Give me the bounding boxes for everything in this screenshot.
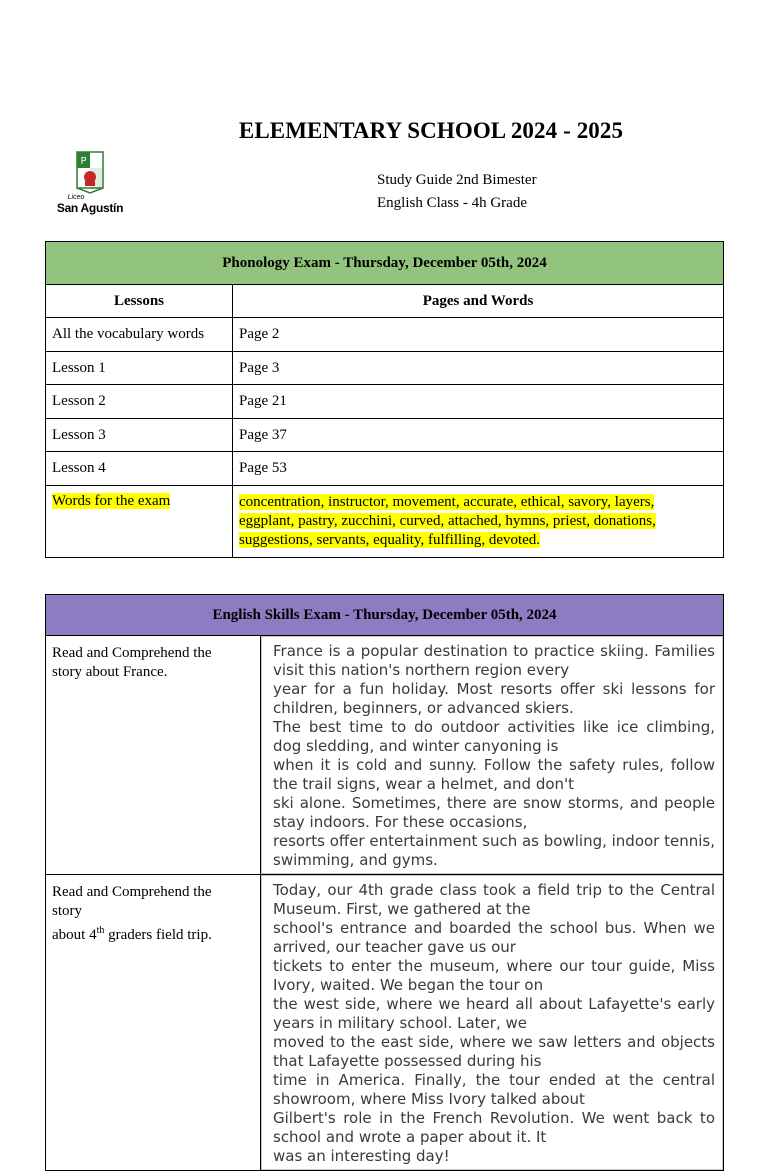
words-line: eggplant, pastry, zucchini, curved, attached, hymns, priest, donations,: [239, 513, 656, 529]
phonology-table: [45, 241, 724, 558]
table-row: [46, 419, 724, 452]
lesson-cell: Lesson 4: [46, 452, 233, 486]
story-text-field-trip: Today, our 4th grade class took a field trip to the Central Museum. First, we gathered at the school's entrance and boarded the school bus. When we arrived, our teacher gave us our tickets to enter the museum, where our tour guide, Miss Ivory, waited. We began the tour on the west side, where we heard all about Lafayette's early years in military school. Later, we moved to the east side, where we saw letters and objects that Lafayette possessed during his time in America. Finally, the tour ended at the central showroom, where Miss Ivory talked about Gilbert's role in the French Revolution. We went back to school and wrote a paper about it. It was an interesting day!: [261, 875, 724, 1171]
crest-icon: [54, 150, 126, 194]
lesson-cell: Lesson 2: [46, 385, 233, 419]
table-row: [46, 452, 724, 486]
subtitle-study-guide: Study Guide 2nd Bimester: [377, 172, 537, 188]
logo-name: San Agustín: [56, 201, 124, 215]
pages-cell: Page 37: [233, 419, 724, 452]
skills-table: [45, 594, 724, 1171]
words-row: [46, 486, 724, 558]
story-text-france: France is a popular destination to practice skiing. Families visit this nation's northern region every year for a fun holiday. Most resorts offer ski lessons for children, beginners, or advanced skiers. The best time to do outdoor activities like ice climbing, dog sledding, and winter canyoning is when it is cold and sunny. Follow the safety rules, follow the trail signs, wear a helmet, and don't ski alone. Sometimes, there are snow storms, and people stay indoors. For these occasions, resorts offer entertainment such as bowling, indoor tennis, swimming, and gyms.: [261, 636, 724, 875]
column-header-pages: Pages and Words: [233, 285, 724, 318]
story-label-france: Read and Comprehend the story about France.: [46, 636, 261, 875]
page-title: ELEMENTARY SCHOOL 2024 - 2025: [238, 118, 624, 143]
story-label-field-trip: Read and Comprehend the story about 4th graders field trip.: [46, 875, 261, 1171]
column-header-lessons: Lessons: [46, 285, 233, 318]
lesson-cell: Lesson 1: [46, 352, 233, 385]
story-row-france: [46, 636, 724, 875]
table-row: [46, 352, 724, 385]
pages-cell: Page 21: [233, 385, 724, 419]
pages-cell: Page 2: [233, 318, 724, 352]
words-label: Words for the exam: [52, 493, 171, 509]
words-line: concentration, instructor, movement, accurate, ethical, savory, layers,: [239, 494, 655, 510]
logo-small-text: Liceo: [67, 194, 85, 201]
lesson-cell: Lesson 3: [46, 419, 233, 452]
skills-header: English Skills Exam - Thursday, December 05th, 2024: [46, 595, 724, 636]
pages-cell: Page 53: [233, 452, 724, 486]
table-row: [46, 318, 724, 352]
pages-cell: Page 3: [233, 352, 724, 385]
svg-text:P: P: [80, 156, 87, 167]
story-row-field-trip: [46, 875, 724, 1171]
subtitle-class: English Class - 4h Grade: [377, 195, 527, 211]
lesson-cell: All the vocabulary words: [46, 318, 233, 352]
table-row: [46, 385, 724, 419]
words-line: suggestions, servants, equality, fulfilling, devoted.: [239, 532, 541, 548]
school-logo: [54, 150, 126, 220]
phonology-header: Phonology Exam - Thursday, December 05th, 2024: [46, 242, 724, 285]
